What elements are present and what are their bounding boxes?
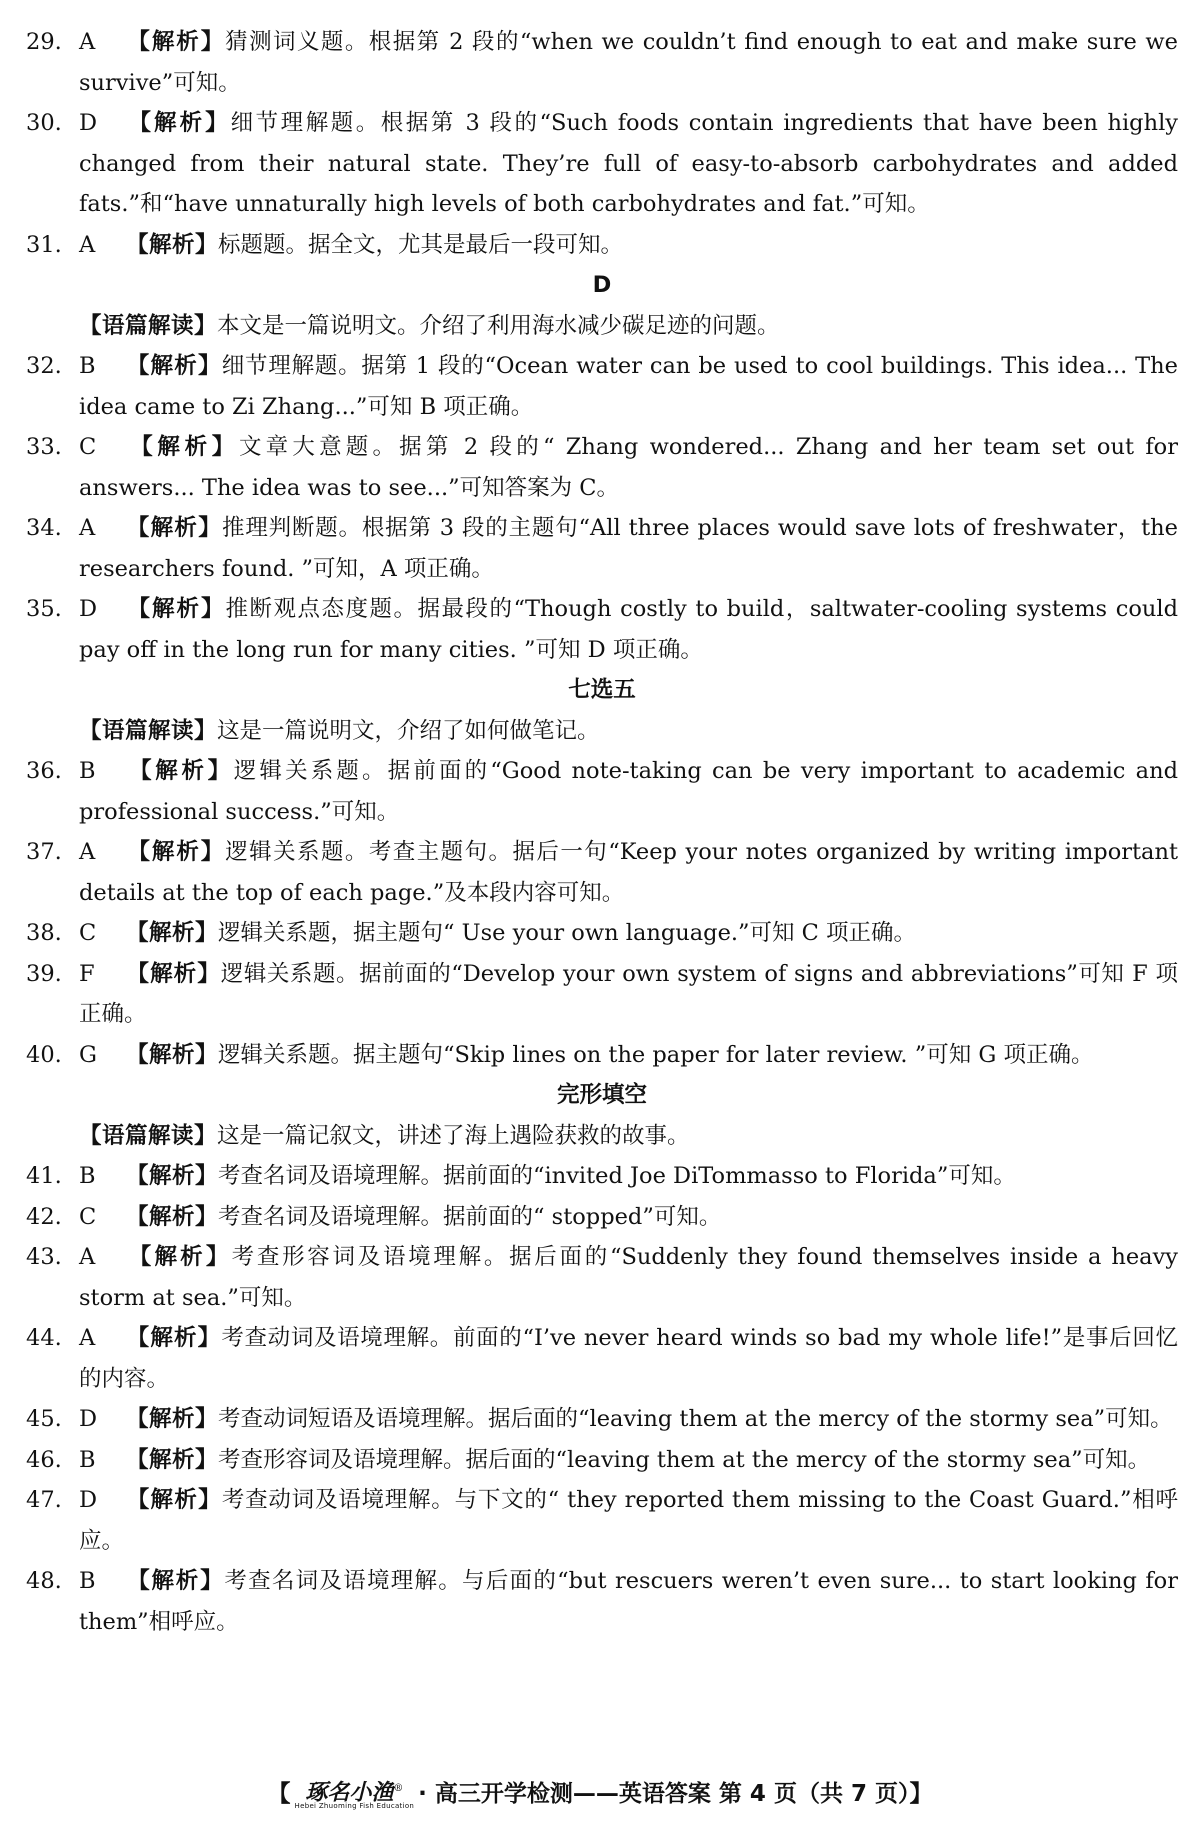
answer-letter: C — [79, 434, 97, 460]
reading-text: 这是一篇说明文，介绍了如何做笔记。 — [217, 717, 600, 744]
passage-reading — [26, 711, 1178, 752]
answer-letter: D — [79, 110, 98, 136]
answer-item-34 — [26, 508, 1178, 589]
reading-text: 本文是一篇说明文。介绍了利用海水减少碳足迹的问题。 — [217, 312, 780, 339]
registered-mark: ® — [393, 1782, 404, 1794]
analysis-text: 考查动词短语及语境理解。据后面的“leaving them at the mercy of the stormy sea”可知。 — [218, 1406, 1173, 1432]
section-title-d: D — [592, 272, 612, 298]
question-number: 36. — [26, 758, 62, 784]
question-number: 48. — [26, 1568, 62, 1594]
answer-letter: D — [79, 1406, 98, 1432]
analysis-text: 考查形容词及语境理解。据后面的“leaving them at the mercy of the stormy sea”可知。 — [218, 1446, 1151, 1473]
question-number: 44. — [26, 1325, 62, 1351]
analysis-text: 细节理解题。据第 1 段的“Ocean water can be used to cool buildings. This idea... The idea came to Zi Zhang...”可知 B 项正确。 — [79, 353, 1178, 420]
analysis-text: 文章大意题。据第 2 段的“ Zhang wondered... Zhang and her team set out for answers... The idea was to see...”可知答案为 C。 — [79, 434, 1178, 501]
question-number: 38. — [26, 920, 62, 946]
answer-letter: B — [79, 1446, 96, 1473]
analysis-tag: 【解析】 — [126, 1163, 219, 1189]
answer-item-45 — [26, 1399, 1178, 1440]
logo-subtitle: Hebei Zhuoming Fish Education — [294, 1802, 415, 1811]
analysis-text: 标题题。据全文，尤其是最后一段可知。 — [218, 231, 624, 258]
analysis-tag: 【解析】 — [126, 1325, 222, 1351]
answer-letter: C — [79, 920, 97, 946]
analysis-tag: 【解析】 — [126, 110, 231, 136]
analysis-text: 考查名词及语境理解。据前面的“ stopped”可知。 — [218, 1203, 722, 1230]
analysis-tag: 【解析】 — [126, 596, 226, 622]
analysis-tag: 【解析】 — [126, 1203, 219, 1230]
answer-item-36 — [26, 751, 1178, 832]
question-number: 41. — [26, 1163, 62, 1189]
answer-letter: A — [79, 515, 96, 541]
analysis-text: 推理判断题。根据第 3 段的主题句“All three places would save lots of freshwater，the researchers found. ”可知，A 项正确。 — [79, 515, 1178, 582]
answer-item-32 — [26, 346, 1178, 427]
analysis-text: 猜测词义题。根据第 2 段的“when we couldn’t find enough to eat and make sure we survive”可知。 — [79, 29, 1178, 96]
analysis-text: 考查动词及语境理解。与下文的“ they reported them missing to the Coast Guard.”相呼应。 — [79, 1487, 1178, 1554]
question-number: 34. — [26, 515, 62, 541]
reading-tag: 【语篇解读】 — [79, 1122, 218, 1149]
analysis-tag: 【解析】 — [126, 434, 239, 460]
analysis-tag: 【解析】 — [126, 1406, 219, 1432]
analysis-text: 考查名词及语境理解。与后面的“but rescuers weren’t even sure... to start looking for them”相呼应。 — [79, 1568, 1178, 1635]
question-number: 46. — [26, 1446, 62, 1473]
answer-letter: A — [79, 1325, 96, 1351]
analysis-text: 细节理解题。根据第 3 段的“Such foods contain ingredients that have been highly changed from their natural state. They’re full of easy-to-absorb carbohydrates and added fats.”和“have unnaturally high levels of both carbohydrates and fat.”可知。 — [79, 110, 1178, 217]
answer-item-35 — [26, 589, 1178, 670]
answer-item-33 — [26, 427, 1178, 508]
analysis-text: 逻辑关系题。考查主题句。据后一句“Keep your notes organized by writing important details at the top of each page.”及本段内容可知。 — [79, 839, 1178, 906]
analysis-tag: 【解析】 — [126, 1446, 219, 1473]
section-title-cloze: 完形填空 — [556, 1082, 647, 1108]
answer-letter: A — [79, 1244, 96, 1270]
analysis-tag: 【解析】 — [126, 960, 221, 987]
answer-letter: B — [79, 758, 96, 784]
analysis-tag: 【解析】 — [126, 1568, 225, 1594]
analysis-tag: 【解析】 — [126, 920, 219, 946]
question-number: 45. — [26, 1406, 62, 1432]
answer-letter: F — [79, 960, 95, 987]
answer-letter: B — [79, 353, 96, 379]
answer-letter: D — [79, 596, 98, 622]
answer-item-40 — [26, 1035, 1178, 1076]
answer-item-44 — [26, 1318, 1178, 1399]
analysis-text: 考查动词及语境理解。前面的“I’ve never heard winds so bad my whole life!”是事后回忆的内容。 — [79, 1325, 1178, 1392]
question-number: 42. — [26, 1203, 62, 1230]
answer-item-47 — [26, 1480, 1178, 1561]
reading-tag: 【语篇解读】 — [79, 717, 218, 744]
analysis-tag: 【解析】 — [126, 29, 226, 55]
analysis-text: 逻辑关系题，据主题句“ Use your own language.”可知 C 项正确。 — [218, 920, 917, 946]
footer-text: · 高三开学检测——英语答案 第 4 页（共 7 页） — [418, 1781, 910, 1807]
reading-tag: 【语篇解读】 — [79, 312, 218, 339]
analysis-text: 考查形容词及语境理解。据后面的“Suddenly they found themselves inside a heavy storm at sea.”可知。 — [79, 1244, 1178, 1311]
passage-reading — [26, 1116, 1178, 1157]
section-title-seven-choose-five: 七选五 — [568, 677, 636, 703]
analysis-tag: 【解析】 — [126, 1041, 219, 1068]
page-footer — [0, 1774, 1200, 1814]
answer-item-41 — [26, 1156, 1178, 1197]
question-number: 30. — [26, 110, 62, 136]
analysis-tag: 【解析】 — [126, 515, 223, 541]
question-number: 35. — [26, 596, 62, 622]
analysis-text: 考查名词及语境理解。据前面的“invited Joe DiTommasso to Florida”可知。 — [218, 1163, 1016, 1189]
answer-item-31 — [26, 225, 1178, 266]
question-number: 43. — [26, 1244, 62, 1270]
answer-item-39 — [26, 954, 1178, 1035]
analysis-text: 逻辑关系题。据前面的“Develop your own system of signs and abbreviations”可知 F 项正确。 — [79, 960, 1178, 1027]
analysis-text: 逻辑关系题。据主题句“Skip lines on the paper for later review. ”可知 G 项正确。 — [218, 1041, 1094, 1068]
answer-item-29 — [26, 22, 1178, 103]
answer-letter: A — [79, 839, 96, 865]
answer-letter: A — [79, 231, 96, 258]
footer-bracket-close: 】 — [909, 1781, 933, 1807]
analysis-text: 逻辑关系题。据前面的“Good note-taking can be very important to academic and professional success.”可知。 — [79, 758, 1178, 825]
question-number: 37. — [26, 839, 62, 865]
question-number: 40. — [26, 1041, 62, 1068]
question-number: 33. — [26, 434, 62, 460]
question-number: 32. — [26, 353, 62, 379]
answer-letter: B — [79, 1568, 96, 1594]
footer-bracket-open: 【 — [267, 1781, 291, 1807]
answer-item-30 — [26, 103, 1178, 225]
analysis-tag: 【解析】 — [126, 353, 222, 379]
answer-item-48 — [26, 1561, 1178, 1642]
answer-letter: A — [79, 29, 96, 55]
analysis-tag: 【解析】 — [126, 231, 219, 258]
analysis-tag: 【解析】 — [126, 758, 234, 784]
analysis-tag: 【解析】 — [126, 839, 226, 865]
logo-text: 琢名小渔® — [305, 1779, 404, 1806]
answer-item-43 — [26, 1237, 1178, 1318]
answer-item-46 — [26, 1440, 1178, 1481]
answer-item-37 — [26, 832, 1178, 913]
answer-letter: C — [79, 1203, 97, 1230]
passage-reading — [26, 306, 1178, 347]
analysis-tag: 【解析】 — [126, 1487, 222, 1513]
question-number: 47. — [26, 1487, 62, 1513]
answer-letter: B — [79, 1163, 96, 1189]
analysis-text: 推断观点态度题。据最段的“Though costly to build，saltwater-cooling systems could pay off in the long run for many cities. ”可知 D 项正确。 — [79, 596, 1178, 663]
question-number: 39. — [26, 960, 62, 987]
brand-logo — [295, 1779, 415, 1810]
answer-item-42 — [26, 1197, 1178, 1238]
answer-item-38 — [26, 913, 1178, 954]
question-number: 31. — [26, 231, 62, 258]
question-number: 29. — [26, 29, 62, 55]
answer-letter: G — [79, 1041, 97, 1068]
answer-letter: D — [79, 1487, 98, 1513]
reading-text: 这是一篇记叙文，讲述了海上遇险获救的故事。 — [217, 1122, 690, 1149]
analysis-tag: 【解析】 — [126, 1244, 232, 1270]
